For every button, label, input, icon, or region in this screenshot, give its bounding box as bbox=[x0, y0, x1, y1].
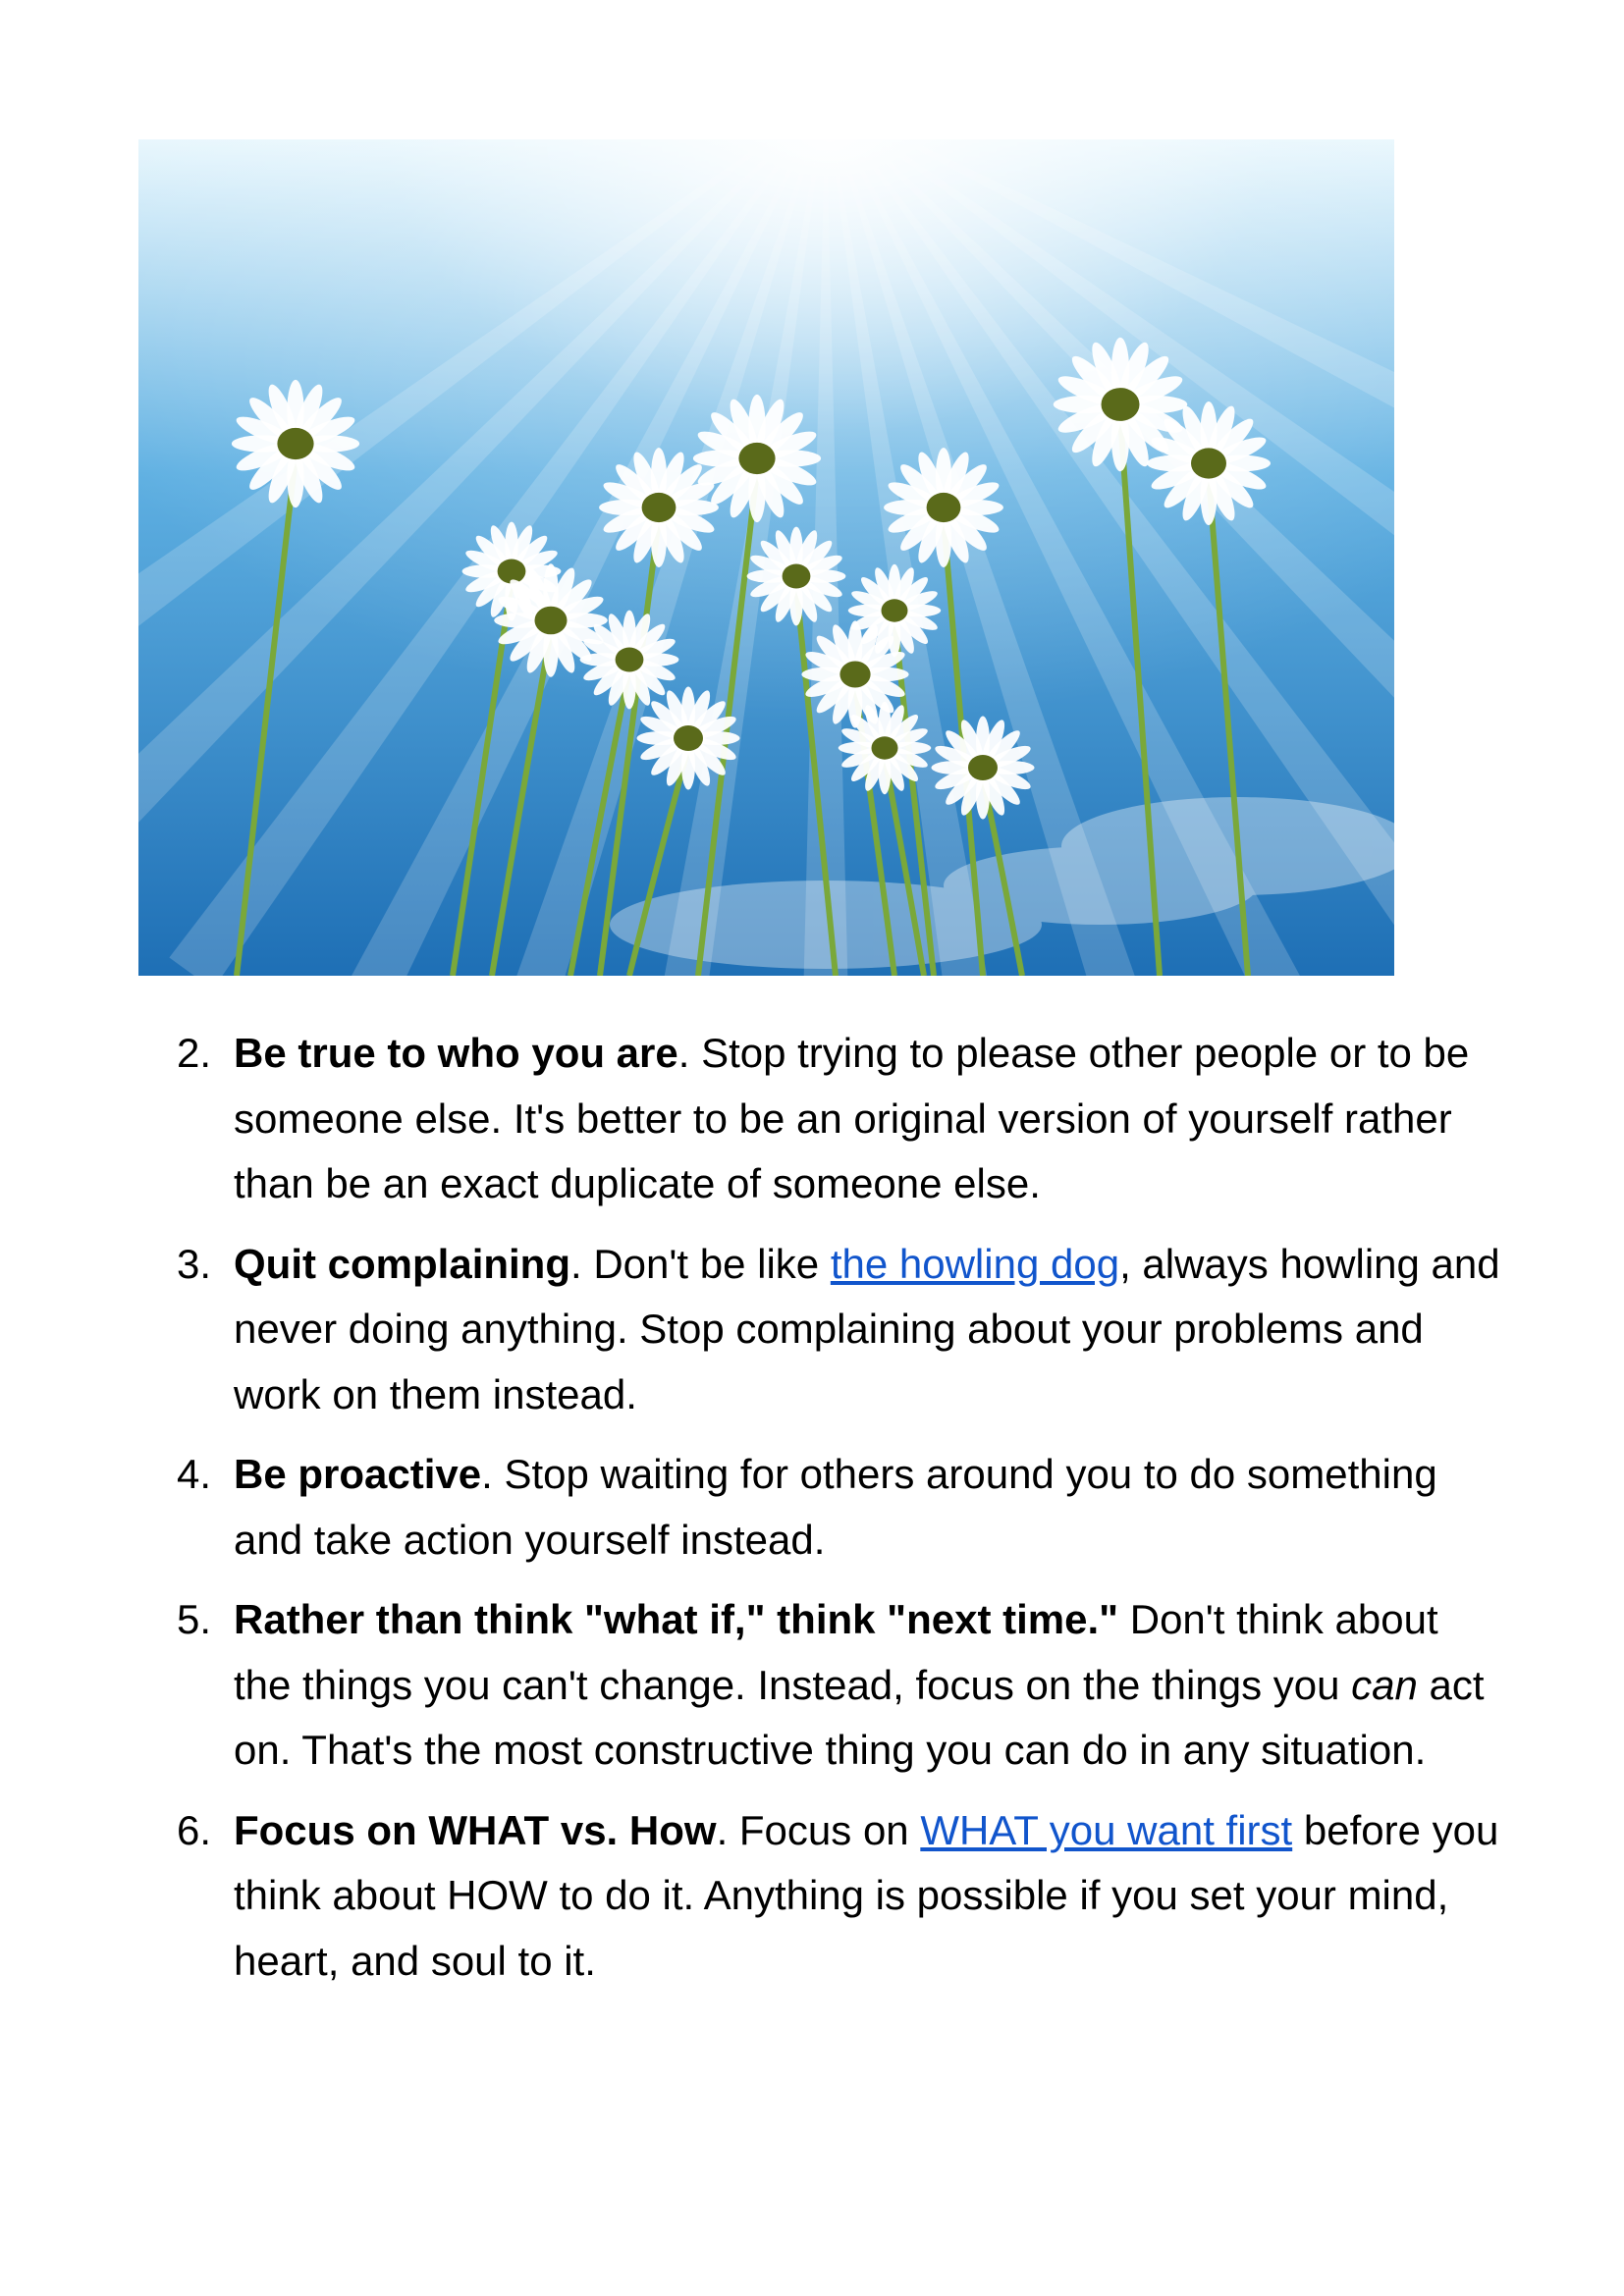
daisy-flower bbox=[839, 702, 932, 795]
item-text: Don't think about the things you can't change. Instead, focus on the things you bbox=[234, 1596, 1438, 1708]
daisy-flower bbox=[693, 395, 821, 522]
item-text: before you think about HOW to do it. Anything is possible if you set your mind, heart, and soul to it. bbox=[234, 1806, 1499, 1984]
tips-list bbox=[0, 1021, 1624, 2008]
list-item bbox=[0, 1587, 1500, 1784]
daisy-flower bbox=[1147, 401, 1271, 525]
item-heading: Quit complaining bbox=[234, 1240, 570, 1287]
what-you-want-first-link[interactable]: WHAT you want first bbox=[920, 1806, 1293, 1853]
item-heading: Rather than think "what if," think "next time." bbox=[234, 1596, 1119, 1642]
daisy-flower bbox=[232, 380, 359, 507]
item-heading: Focus on WHAT vs. How bbox=[234, 1806, 717, 1853]
howling-dog-link[interactable]: the howling dog bbox=[830, 1240, 1120, 1287]
list-item bbox=[0, 1232, 1500, 1428]
daisy-flower bbox=[599, 448, 719, 567]
item-number: 4. bbox=[177, 1451, 212, 1497]
item-emphasis: can bbox=[1351, 1661, 1418, 1708]
item-number: 2. bbox=[177, 1030, 212, 1076]
item-text: . Stop trying to please other people or to be someone else. It's better to be an original version of yourself rather than be an exact duplicate of someone else. bbox=[234, 1030, 1470, 1206]
daisy-flower bbox=[884, 448, 1003, 567]
daisy-flower bbox=[637, 687, 740, 790]
list-item bbox=[0, 1021, 1500, 1217]
daisy-flower bbox=[801, 620, 908, 727]
item-heading: Be proactive bbox=[234, 1451, 482, 1497]
item-text: . Stop waiting for others around you to do something and take action yourself instead. bbox=[234, 1451, 1437, 1563]
item-number: 5. bbox=[177, 1596, 212, 1642]
item-text: . Focus on bbox=[716, 1806, 921, 1853]
daisy-flower bbox=[747, 527, 846, 626]
daisies-photo bbox=[138, 139, 1394, 976]
daisy-flower bbox=[580, 611, 679, 710]
list-item bbox=[0, 1442, 1500, 1573]
item-number: 6. bbox=[177, 1806, 212, 1853]
item-text: . Don't be like bbox=[570, 1240, 831, 1287]
item-text: act on. That's the most constructive thing you can do in any situation. bbox=[234, 1661, 1485, 1773]
item-number: 3. bbox=[177, 1240, 212, 1287]
daisy-flower bbox=[932, 717, 1035, 820]
list-item bbox=[0, 1798, 1500, 1995]
item-heading: Be true to who you are bbox=[234, 1030, 678, 1076]
item-text: , always howling and never doing anything. Stop complaining about your problems and work on them instead. bbox=[234, 1240, 1500, 1417]
